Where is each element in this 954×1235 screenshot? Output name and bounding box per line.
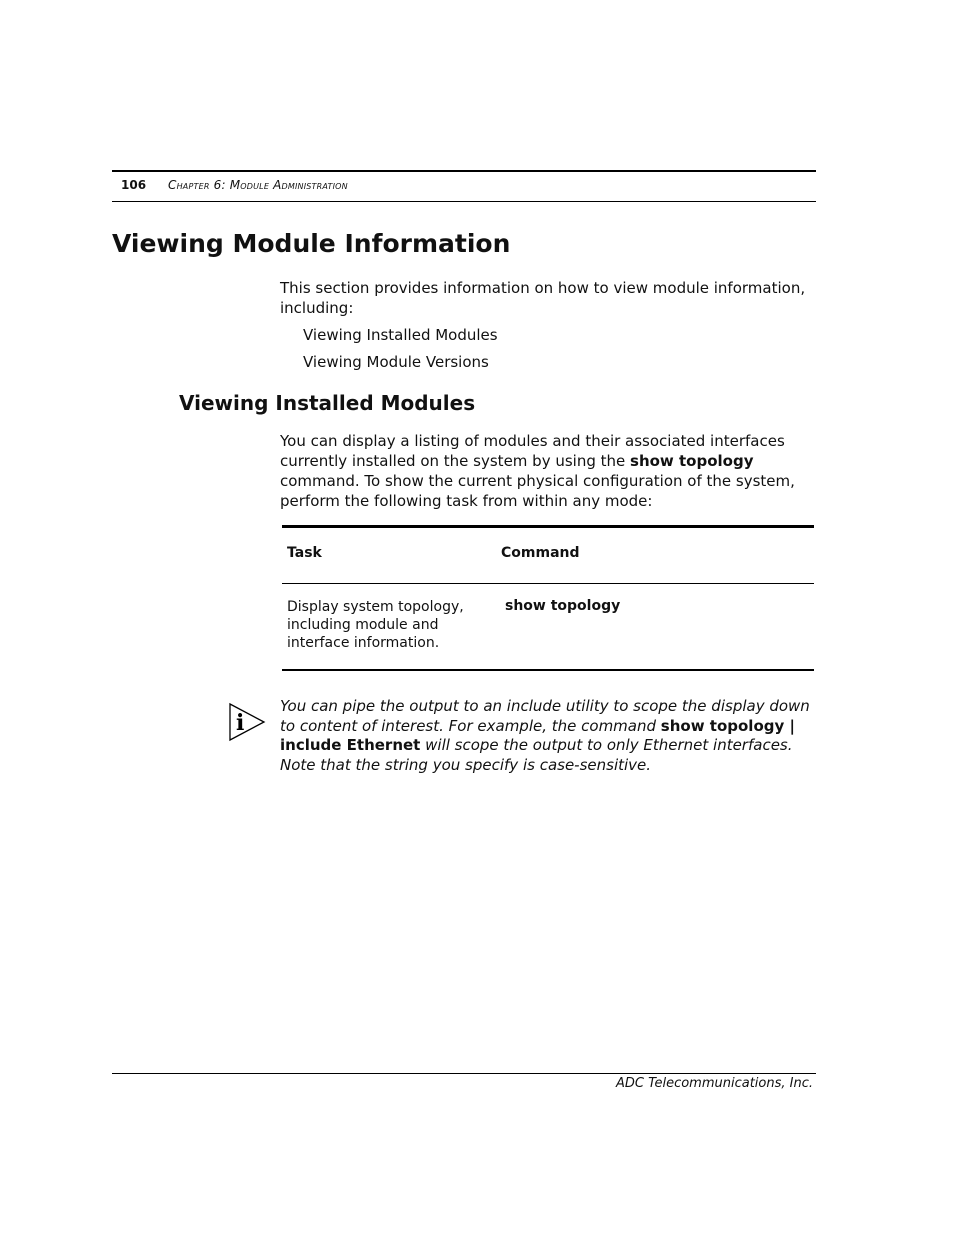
- table-header-task: Task: [287, 545, 322, 561]
- table-header-rule: [282, 583, 814, 584]
- note-text: You can pipe the output to an include utility to scope the display down to content of interest. For example, the command show topology | include Ethernet will scope the output to only Ethernet interfaces. Note that the string you specify is case-sensitive.: [280, 697, 810, 774]
- intro-paragraph: This section provides information on how to view module information, including:: [280, 279, 806, 317]
- list-item: Viewing Installed Modules: [303, 326, 498, 344]
- command-example: show topology | include Ethernet: [280, 716, 795, 754]
- list-item: Viewing Module Versions: [303, 353, 489, 371]
- table-top-rule: [282, 525, 814, 528]
- page-title: Viewing Module Information: [112, 229, 511, 258]
- header-bottom-rule: [112, 201, 816, 202]
- section-title: Viewing Installed Modules: [179, 391, 476, 415]
- command-name: show topology: [630, 452, 754, 470]
- svg-text:i: i: [236, 710, 245, 736]
- footer-company: ADC Telecommunications, Inc.: [616, 1076, 813, 1091]
- page-number: 106: [121, 178, 147, 192]
- table-bottom-rule: [282, 669, 814, 671]
- section-body: You can display a listing of modules and their associated interfaces currently installed on the system by using the show topology command. To show the current physical configuration of the system, perform the following task from within any mode:: [280, 432, 795, 510]
- table-cell-task: Display system topology, including module and interface information.: [287, 599, 464, 651]
- table-cell-command: show topology: [505, 598, 621, 614]
- info-icon: [228, 702, 266, 742]
- table-header-command: Command: [501, 545, 580, 561]
- header-top-rule: [112, 170, 816, 172]
- running-header-chapter: Chapter 6: Module Administration: [168, 178, 348, 192]
- footer-rule: [112, 1073, 816, 1074]
